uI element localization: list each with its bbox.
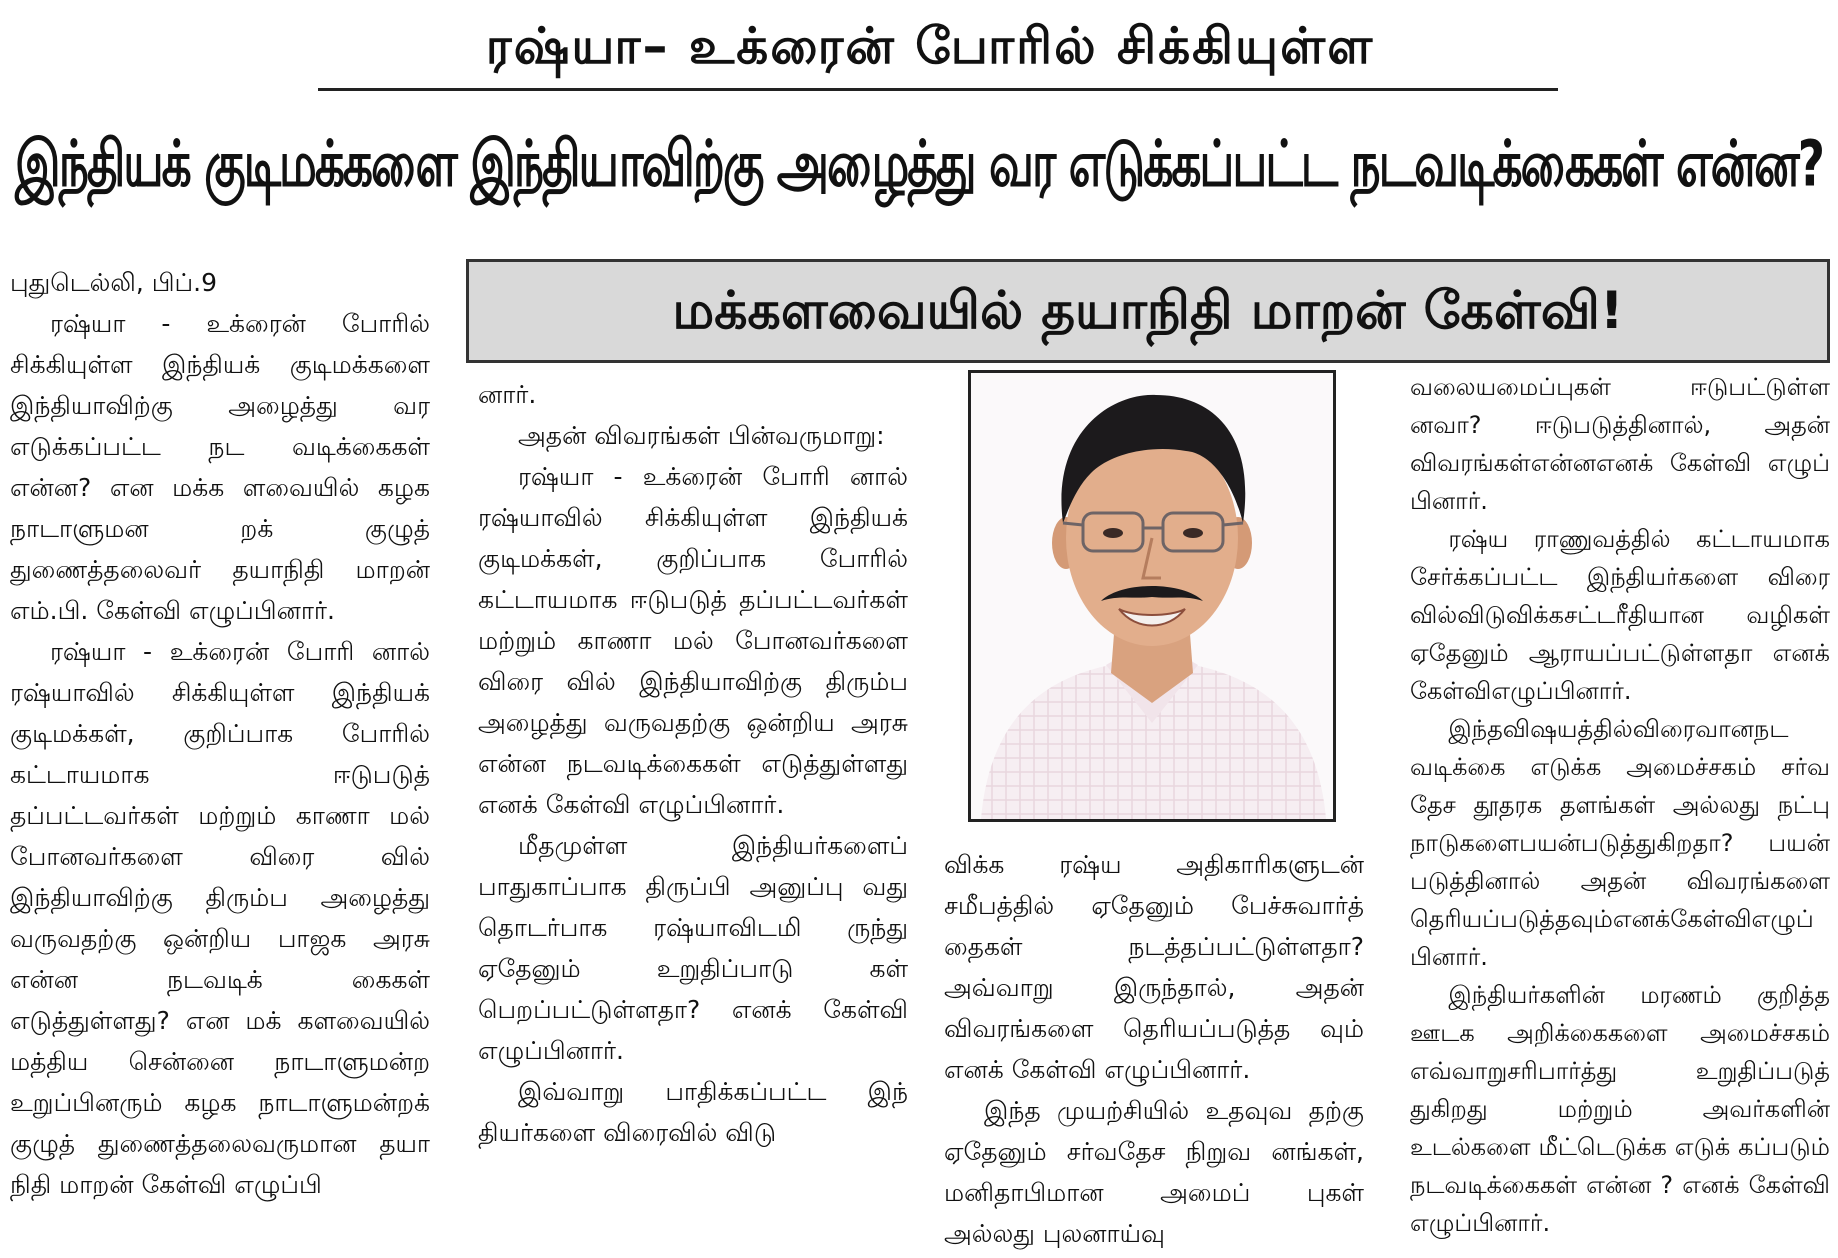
paragraph: னார். — [478, 380, 537, 409]
paragraph: இவ்வாறு பாதிக்கப்பட்ட இந் தியர்களை விரைவில் விடு — [478, 1077, 908, 1147]
paragraph: இந்தியர்களின் மரணம் குறித்த ஊடக அறிக்கைகளை அமைச்சகம் எவ்வாறுசரிபார்த்து உறுதிப்படுத் துகிறது மற்றும் அவர்களின் உடல்களை மீட்டெடுக்க எடுக் கப்படும் நடவடிக்கைகள் என்ன ? எனக் கேள்வி எழுப்பினார். — [1410, 981, 1830, 1237]
paragraph: ரஷ்யா - உக்ரைன் போரி னால் ரஷ்யாவில் சிக்கியுள்ள இந்தியக் குடிமக்கள், குறிப்பாக போரில் கட்டாயமாக ஈடுபடுத் தப்பட்டவர்கள் மற்றும் காணா மல் போனவர்களை விரை வில் இந்தியாவிற்கு திரும்ப அழைத்து வருவதற்கு ஒன்றிய பாஜக அரசு என்ன நடவடிக் கைகள் எடுத்துள்ளது? என மக் களவையில் மத்திய சென்னை நாடாளுமன்ற உறுப்பினரும் கழக நாடாளுமன்றக் குழுத் துணைத்தலைவருமான தயா நிதி மாறன் கேள்வி எழுப்பி — [10, 637, 430, 1199]
paragraph: இந்தவிஷயத்தில்விரைவானநட வடிக்கை எடுக்க அமைச்சகம் சர்வ தேச தூதரக தளங்கள் அல்லது நட்பு நாடுகளைபயன்படுத்துகிறதா? பயன் படுத்தினால் அதன் விவரங்களை தெரியப்படுத்தவும்எனக்கேள்விஎழுப் பினார். — [1410, 715, 1830, 971]
article-column-4 — [1410, 368, 1830, 1242]
paragraph: வலையமைப்புகள் ஈடுபட்டுள்ள னவா? ஈடுபடுத்தினால், அதன் விவரங்கள்என்னஎனக் கேள்வி எழுப் பினார். — [1410, 373, 1830, 515]
article-kicker: ரஷ்யா– உக்ரைன் போரில் சிக்கியுள்ள — [485, 17, 1375, 75]
paragraph: மீதமுள்ள இந்தியர்களைப் பாதுகாப்பாக திருப்பி அனுப்பு வது தொடர்பாக ரஷ்யாவிடமி ருந்து ஏதேனும் உறுதிப்பாடு கள் பெறப்பட்டுள்ளதா? எனக் கேள்வி எழுப்பினார். — [478, 831, 908, 1065]
article-column-1 — [10, 262, 430, 1205]
paragraph: இந்த முயற்சியில் உதவுவ தற்கு ஏதேனும் சர்வதேச நிறுவ னங்கள், மனிதாபிமான அமைப் புகள் அல்லது புலனாய்வு — [944, 1096, 1364, 1248]
paragraph: விக்க ரஷ்ய அதிகாரிகளுடன் சமீபத்தில் ஏதேனும் பேச்சுவார்த் தைகள் நடத்தப்பட்டுள்ளதா? அவ்வாறு இருந்தால், அதன் விவரங்களை தெரியப்படுத்த வும் எனக் கேள்வி எழுப்பினார். — [944, 850, 1364, 1084]
paragraph: அதன் விவரங்கள் பின்வருமாறு: — [518, 421, 885, 450]
article-column-2 — [478, 374, 908, 1153]
paragraph: ரஷ்ய ராணுவத்தில் கட்டாயமாக சேர்க்கப்பட்ட இந்தியர்களை விரை வில்விடுவிக்கசட்டரீதியான வழிகள் ஏதேனும் ஆராயப்பட்டுள்ளதா எனக் கேள்விஎழுப்பினார். — [1410, 525, 1830, 705]
portrait-illustration — [971, 373, 1333, 819]
paragraph: ரஷ்யா - உக்ரைன் போரி னால் ரஷ்யாவில் சிக்கியுள்ள இந்தியக் குடிமக்கள், குறிப்பாக போரில் கட்டாயமாக ஈடுபடுத் தப்பட்டவர்கள் மற்றும் காணா மல் போனவர்களை விரை வில் இந்தியாவிற்கு திரும்ப அழைத்து வருவதற்கு ஒன்றிய அரசு என்ன நடவடிக்கைகள் எடுத்துள்ளது எனக் கேள்வி எழுப்பினார். — [478, 462, 908, 819]
subhead-box — [466, 259, 1830, 363]
article-column-3 — [944, 844, 1364, 1254]
dateline: புதுடெல்லி, பிப்.9 — [10, 268, 218, 297]
paragraph: ரஷ்யா - உக்ரைன் போரில் சிக்கியுள்ள இந்தியக் குடிமக்களை இந்தியாவிற்கு அழைத்து வர எடுக்கப்பட்ட நட வடிக்கைகள் என்ன? என மக்க ளவையில் கழக நாடாளுமன றக் குழுத் துணைத்தலைவர் தயாநிதி மாறன் எம்.பி. கேள்வி எழுப்பினார். — [10, 309, 430, 625]
portrait-photo — [968, 370, 1336, 822]
article-headline: இந்தியக் குடிமக்களை இந்தியாவிற்கு அழைத்து வர எடுக்கப்பட்ட நடவடிக்கைகள் என்ன? — [15, 127, 1823, 202]
article-subhead: மக்களவையில் தயாநிதி மாறன் கேள்வி! — [672, 281, 1624, 341]
